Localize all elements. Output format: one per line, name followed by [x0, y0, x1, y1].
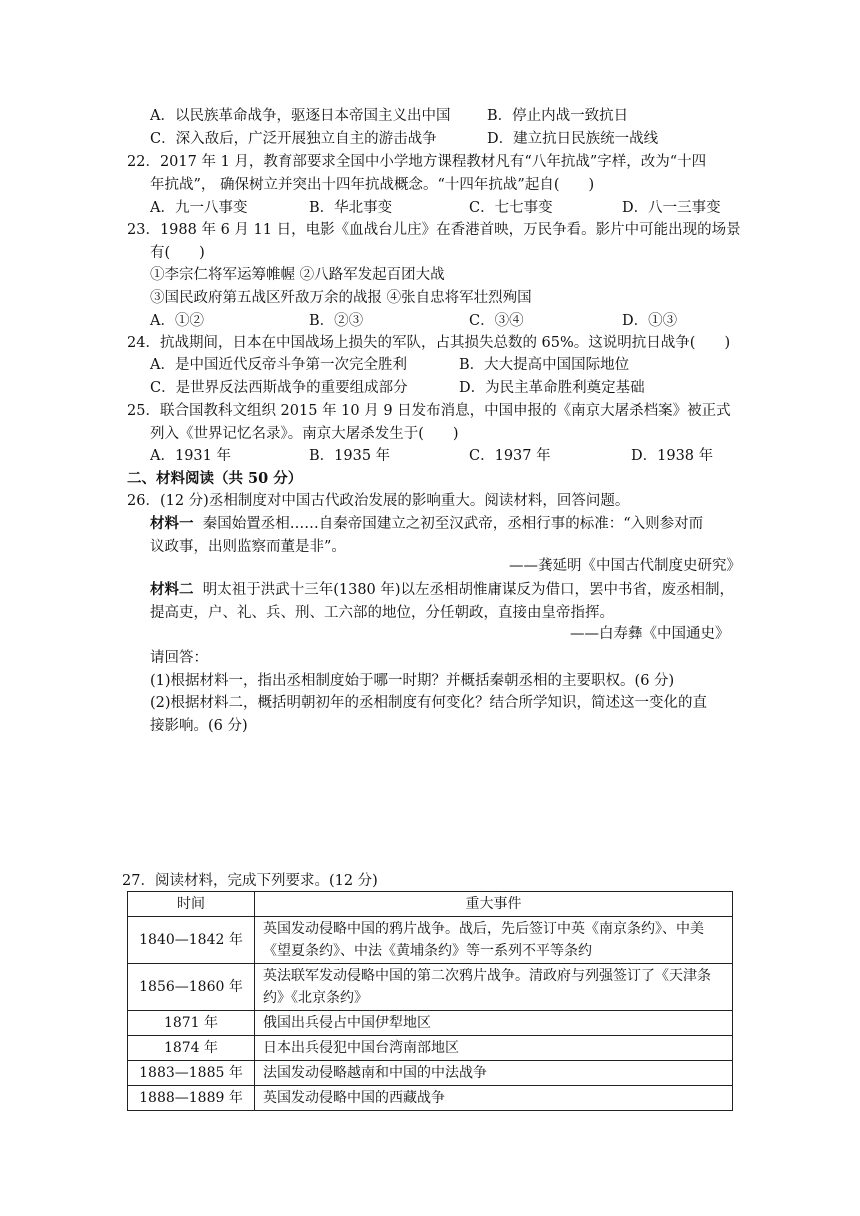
q26-subquestion-2-line1: (2)根据材料二，概括明朝初年的丞相制度有何变化？结合所学知识，简述这一变化的直 — [150, 695, 708, 711]
table-cell-time: 1888—1889 年 — [128, 1086, 255, 1111]
table-row — [128, 917, 733, 964]
q23-option-c: C．③④ — [469, 313, 524, 329]
table-cell-event: 英国发动侵略中国的鸦片战争。战后，先后签订中英《南京条约》、中美《望夏条约》、中法《黄埔条约》等一系列不平等条约 — [255, 917, 733, 964]
q23-option-d: D．①③ — [622, 313, 678, 329]
q25-stem-line1: 25．联合国教科文组织 2015 年 10 月 9 日发布消息，中国申报的《南京大屠杀档案》被正式 — [127, 403, 731, 419]
q26-material1-line1 — [150, 514, 703, 534]
table-cell-event: 日本出兵侵犯中国台湾南部地区 — [255, 1036, 733, 1061]
table-cell-event: 英国发动侵略中国的西藏战争 — [255, 1086, 733, 1111]
q23-stem-line2: 有( ) — [150, 245, 205, 261]
q26-material2-line1 — [150, 580, 734, 600]
table-cell-event: 英法联军发动侵略中国的第二次鸦片战争。清政府与列强签订了《天津条约》《北京条约》 — [255, 964, 733, 1011]
section-heading: 二、材料阅读（共 50 分） — [127, 470, 303, 487]
table-row — [128, 1011, 733, 1036]
q24-option-c: C．是世界反法西斯战争的重要组成部分 — [150, 380, 408, 396]
table-row — [128, 964, 733, 1011]
q26-stem: 26．(12 分)丞相制度对中国古代政治发展的影响重大。阅读材料，回答问题。 — [127, 493, 630, 509]
q22-option-c: C．七七事变 — [469, 200, 553, 216]
q23-option-b: B．②③ — [309, 313, 364, 329]
q27-stem: 27．阅读材料，完成下列要求。(12 分) — [122, 873, 378, 889]
q26-material2-source: ——白寿彝《中国通史》 — [570, 626, 730, 642]
q23-option-a: A．①② — [150, 313, 204, 329]
q26-subquestion-2-line2: 接影响。(6 分) — [150, 718, 248, 734]
q25-option-d: D．1938 年 — [631, 448, 714, 464]
q22-option-b: B．华北事变 — [309, 200, 393, 216]
q21-option-a: A．以民族革命战争，驱逐日本帝国主义出中国 — [150, 108, 451, 124]
table-cell-time: 1871 年 — [128, 1011, 255, 1036]
material2-text: 明太祖于洪武十三年(1380 年)以左丞相胡惟庸谋反为借口，罢中书省，废丞相制， — [202, 582, 735, 598]
q23-items-line1: ①李宗仁将军运筹帷幄 ②八路军发起百团大战 — [150, 267, 445, 283]
q25-stem-line2: 列入《世界记忆名录》。南京大屠杀发生于( ) — [150, 426, 459, 442]
table-row — [128, 1036, 733, 1061]
table-header-time: 时间 — [128, 892, 255, 917]
q24-stem: 24．抗战期间，日本在中国战场上损失的军队，占其损失总数的 65%。这说明抗日战争( ) — [127, 335, 731, 351]
q22-stem-line2: 年抗战”， 确保树立并突出十四年抗战概念。“十四年抗战”起自( ) — [150, 177, 595, 193]
material1-label: 材料一 — [150, 515, 194, 532]
q26-ask: 请回答： — [150, 650, 208, 666]
q24-option-b: B．大大提高中国国际地位 — [459, 357, 630, 373]
q23-items-line2: ③国民政府第五战区歼敌万余的战报 ④张自忠将军壮烈殉国 — [150, 290, 532, 306]
q21-option-d: D．建立抗日民族统一战线 — [487, 131, 659, 147]
q22-option-a: A．九一八事变 — [150, 200, 248, 216]
material2-label: 材料二 — [150, 581, 194, 598]
table-cell-time: 1856—1860 年 — [128, 964, 255, 1011]
table-row — [128, 1061, 733, 1086]
q22-stem-line1: 22．2017 年 1 月，教育部要求全国中小学地方课程教材凡有“八年抗战”字样，改为“十四 — [127, 154, 707, 170]
q26-material1-source: ——龚延明《中国古代制度史研究》 — [509, 558, 741, 574]
table-cell-event: 法国发动侵略越南和中国的中法战争 — [255, 1061, 733, 1086]
table-header-event: 重大事件 — [255, 892, 733, 917]
q22-option-d: D．八一三事变 — [622, 200, 721, 216]
q26-subquestion-1: (1)根据材料一，指出丞相制度始于哪一时期？并概括秦朝丞相的主要职权。(6 分) — [150, 673, 675, 689]
q25-option-c: C．1937 年 — [469, 448, 551, 464]
table-header-row — [128, 892, 733, 917]
table-row — [128, 1086, 733, 1111]
events-table — [127, 891, 733, 1111]
table-cell-time: 1883—1885 年 — [128, 1061, 255, 1086]
table-cell-time: 1840—1842 年 — [128, 917, 255, 964]
table-cell-event: 俄国出兵侵占中国伊犁地区 — [255, 1011, 733, 1036]
table-cell-time: 1874 年 — [128, 1036, 255, 1061]
q25-option-b: B．1935 年 — [309, 448, 391, 464]
q21-option-c: C．深入敌后，广泛开展独立自主的游击战争 — [150, 131, 437, 147]
q26-material1-line2: 议政事，出则监察而董是非”。 — [150, 539, 346, 555]
q25-option-a: A．1931 年 — [150, 448, 231, 464]
material1-text: 秦国始置丞相……自秦帝国建立之初至汉武帝，丞相行事的标准：“入则参对而 — [202, 516, 704, 532]
q21-option-b: B．停止内战一致抗日 — [487, 108, 629, 124]
q23-stem-line1: 23．1988 年 6 月 11 日，电影《血战台儿庄》在香港首映，万民争看。影片中可能出现的场景 — [127, 222, 741, 238]
q24-option-d: D．为民主革命胜利奠定基础 — [459, 380, 645, 396]
q26-material2-line2: 提高吏，户、礼、兵、刑、工六部的地位，分任朝政，直接由皇帝指挥。 — [150, 605, 614, 621]
q24-option-a: A．是中国近代反帝斗争第一次完全胜利 — [150, 357, 407, 373]
